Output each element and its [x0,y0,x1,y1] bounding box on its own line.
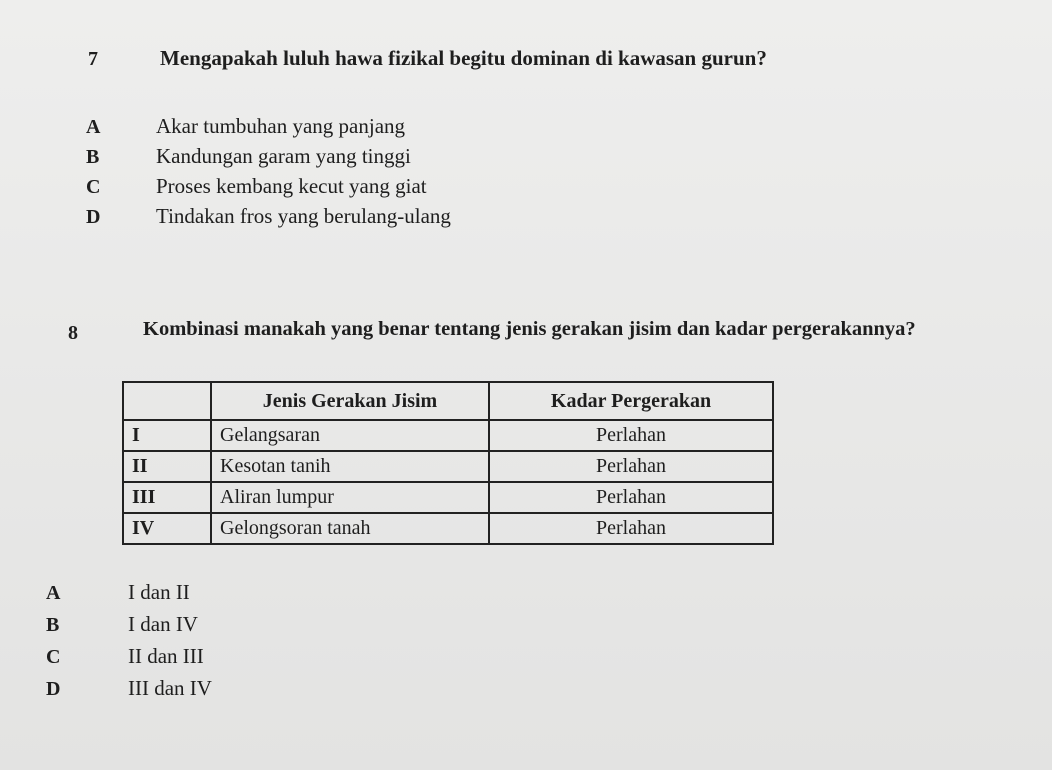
option-letter: A [86,116,101,138]
table-row [123,482,773,513]
option-text: Proses kembang kecut yang giat [156,174,427,198]
question-number: 7 [88,48,98,70]
table-cell: IV [123,513,211,544]
option-text: I dan IV [128,612,198,636]
option-letter: D [86,206,101,228]
table-cell: Gelangsaran [211,420,489,451]
question-text: Mengapakah luluh hawa fizikal begitu dominan di kawasan gurun? [160,46,767,70]
table-cell: Perlahan [489,420,773,451]
mass-movement-table [122,381,774,545]
table-cell: Perlahan [489,513,773,544]
table-cell: Kesotan tanih [211,451,489,482]
table-cell: Aliran lumpur [211,482,489,513]
table-cell: I [123,420,211,451]
option-text: Akar tumbuhan yang panjang [156,114,406,138]
table-row [123,451,773,482]
option-letter: C [46,646,61,668]
table-cell: Perlahan [489,451,773,482]
option-letter: B [86,146,100,168]
table-header: Kadar Pergerakan [489,382,773,420]
table-cell: III [123,482,211,513]
table-header: Jenis Gerakan Jisim [211,382,489,420]
table-cell: II [123,451,211,482]
question-number: 8 [68,322,78,344]
question-text: Kombinasi manakah yang benar tentang jenis gerakan jisim dan kadar pergerakannya? [143,318,916,340]
option-letter: C [86,176,101,198]
table-row [123,513,773,544]
table-header [123,382,211,420]
option-text: I dan II [128,580,190,604]
option-letter: B [46,614,60,636]
table-cell: Perlahan [489,482,773,513]
option-letter: D [46,678,61,700]
option-text: II dan III [128,644,204,668]
table-header-row [123,382,773,420]
table-cell: Gelongsoran tanah [211,513,489,544]
table-row [123,420,773,451]
option-text: Kandungan garam yang tinggi [156,144,411,168]
option-letter: A [46,582,61,604]
option-text: III dan IV [128,676,212,700]
option-text: Tindakan fros yang berulang-ulang [156,204,451,228]
